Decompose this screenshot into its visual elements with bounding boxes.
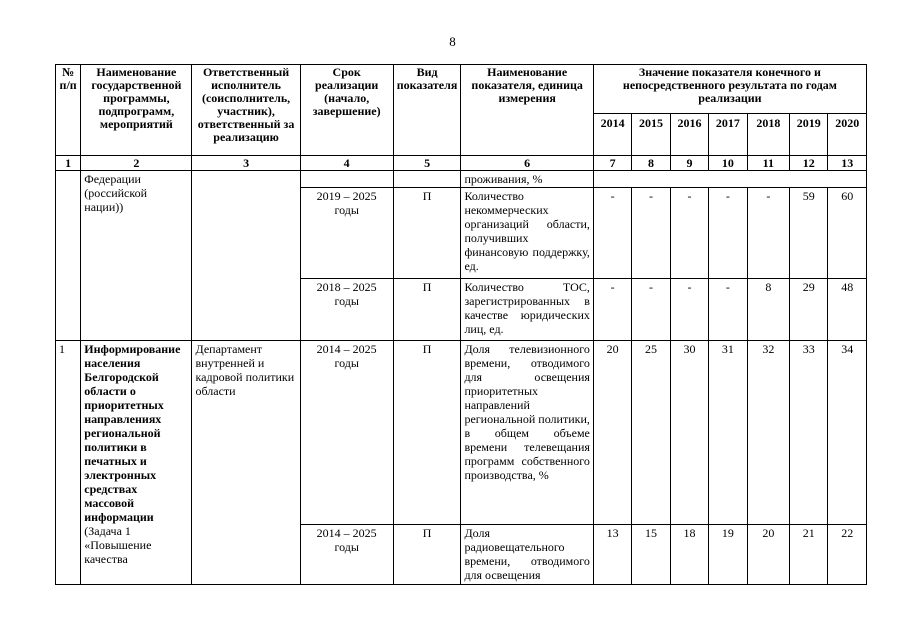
type-cell: П xyxy=(393,341,461,525)
header-program: Наименование государственной программы, подпрограмм, мероприятий xyxy=(81,65,192,156)
executor-name xyxy=(192,171,300,341)
header-year: 2017 xyxy=(709,114,747,156)
type-cell: П xyxy=(393,188,461,279)
column-number: 5 xyxy=(393,156,461,171)
column-number: 9 xyxy=(670,156,708,171)
value-cell: 20 xyxy=(747,525,789,585)
value-cell: 25 xyxy=(632,341,670,525)
term-cell: 2018 – 2025 годы xyxy=(300,279,393,341)
value-cell: 60 xyxy=(828,188,867,279)
type-cell: П xyxy=(393,525,461,585)
value-cell: 8 xyxy=(747,279,789,341)
program-name-bold: Информирование населения Белгородской области о приоритетных направлениях региональной политики в печатных и электронных средствах массовой информации xyxy=(84,342,181,524)
term-cell: 2014 – 2025 годы xyxy=(300,525,393,585)
value-cell: - xyxy=(670,188,708,279)
header-executor: Ответственный исполнитель (соисполнитель, участник), ответственный за реализацию xyxy=(192,65,300,156)
term-cell: 2019 – 2025 годы xyxy=(300,188,393,279)
header-year: 2019 xyxy=(790,114,828,156)
header-year: 2018 xyxy=(747,114,789,156)
column-number: 1 xyxy=(56,156,81,171)
column-number: 4 xyxy=(300,156,393,171)
value-cell: 18 xyxy=(670,525,708,585)
value-cell: 19 xyxy=(709,525,747,585)
column-number: 11 xyxy=(747,156,789,171)
type-cell xyxy=(393,171,461,188)
page-number: 8 xyxy=(449,34,456,49)
value-cell: - xyxy=(670,279,708,341)
table-row xyxy=(56,341,867,525)
header-year: 2020 xyxy=(828,114,867,156)
values-empty xyxy=(593,171,866,188)
value-cell: 34 xyxy=(828,341,867,525)
header-type: Вид показателя xyxy=(393,65,461,156)
header-term: Срок реализации (начало, завершение) xyxy=(300,65,393,156)
program-name xyxy=(81,341,192,585)
value-cell: - xyxy=(593,279,631,341)
program-name: Федерации (российской нации)) xyxy=(81,171,192,341)
value-cell: 59 xyxy=(790,188,828,279)
header-year: 2014 xyxy=(593,114,631,156)
column-number: 3 xyxy=(192,156,300,171)
header-year: 2015 xyxy=(632,114,670,156)
value-cell: 32 xyxy=(747,341,789,525)
row-num: 1 xyxy=(56,341,81,585)
column-number: 2 xyxy=(81,156,192,171)
column-number: 6 xyxy=(461,156,593,171)
table-row xyxy=(56,171,867,188)
value-cell: 21 xyxy=(790,525,828,585)
row-num xyxy=(56,171,81,341)
value-cell: 29 xyxy=(790,279,828,341)
column-number: 10 xyxy=(709,156,747,171)
value-cell: 31 xyxy=(709,341,747,525)
value-cell: 33 xyxy=(790,341,828,525)
value-cell: - xyxy=(593,188,631,279)
column-number: 8 xyxy=(632,156,670,171)
value-cell: - xyxy=(747,188,789,279)
value-cell: - xyxy=(632,188,670,279)
indicator-cell: Количество ТОС, зарегистрированных в качестве юридических лиц, ед. xyxy=(461,279,593,341)
indicator-cell: Количество некоммерческих организаций области, получивших финансовую поддержку, ед. xyxy=(461,188,593,279)
value-cell: 20 xyxy=(593,341,631,525)
value-cell: - xyxy=(632,279,670,341)
term-cell xyxy=(300,171,393,188)
indicator-cell: Доля телевизионного времени, отводимого для освещения приоритетных направлений региональной политики, в общем объеме времени телевещания программ собственного производства, % xyxy=(461,341,593,525)
indicators-table xyxy=(55,64,867,585)
indicator-cell: проживания, % xyxy=(461,171,593,188)
header-values-group: Значение показателя конечного и непосредственного результата по годам реализации xyxy=(593,65,866,114)
executor-name: Департамент внутренней и кадровой политики области xyxy=(192,341,300,585)
header-num: № п/п xyxy=(56,65,81,156)
value-cell: - xyxy=(709,279,747,341)
column-number: 13 xyxy=(828,156,867,171)
value-cell: - xyxy=(709,188,747,279)
header-indicator: Наименование показателя, единица измерения xyxy=(461,65,593,156)
type-cell: П xyxy=(393,279,461,341)
value-cell: 48 xyxy=(828,279,867,341)
program-name-tail: (Задача 1 «Повышение качества xyxy=(84,524,152,566)
value-cell: 13 xyxy=(593,525,631,585)
value-cell: 22 xyxy=(828,525,867,585)
indicator-cell: Доля радиовещательного времени, отводимого для освещения xyxy=(461,525,593,585)
column-number: 12 xyxy=(790,156,828,171)
term-cell: 2014 – 2025 годы xyxy=(300,341,393,525)
header-year: 2016 xyxy=(670,114,708,156)
column-number-row xyxy=(56,156,867,171)
column-number: 7 xyxy=(593,156,631,171)
value-cell: 15 xyxy=(632,525,670,585)
value-cell: 30 xyxy=(670,341,708,525)
